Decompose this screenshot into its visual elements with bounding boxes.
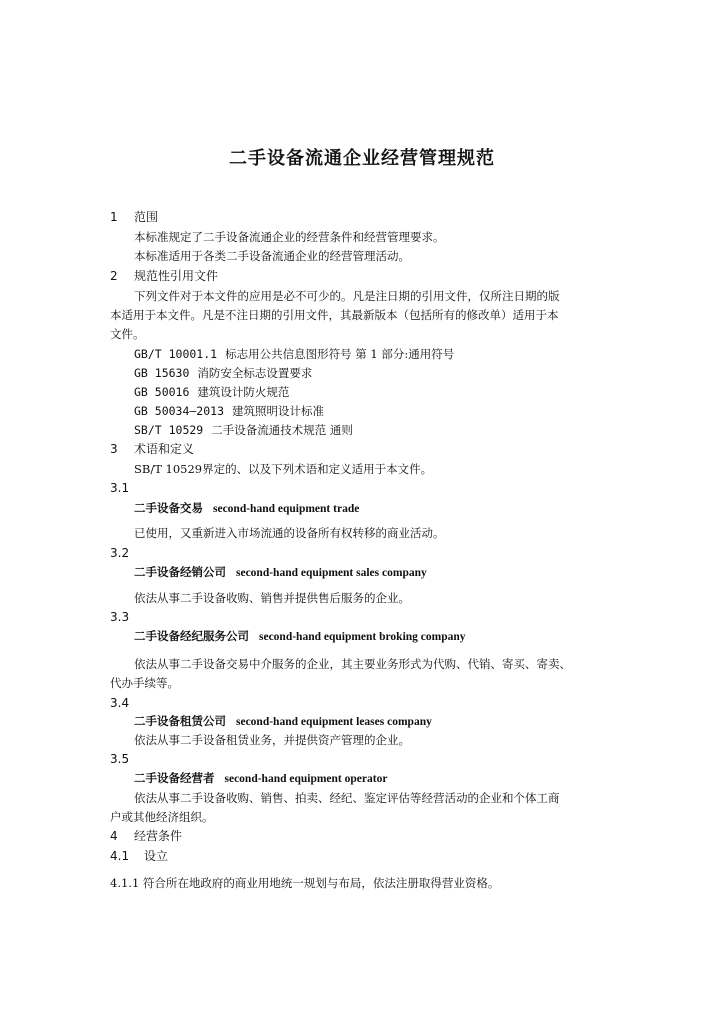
term-heading [134,770,387,787]
term-english: second-hand equipment trade [213,503,360,515]
subsection-number: 4.1 [110,849,130,863]
reference-code: GB/T 10001.1 [134,347,218,361]
term-chinese: 二手设备租赁公司 [134,714,226,728]
clause-item: 4.1.1 符合所在地政府的商业用地统一规划与布局，依法注册取得营业资格。 [110,876,500,890]
reference-title: 消防安全标志设置要求 [197,366,313,380]
reference-item [134,346,454,362]
section-title: 术语和定义 [134,442,195,456]
section-2-heading [110,268,218,284]
reference-item [134,422,353,438]
paragraph-line: 下列文件对于本文件的应用是必不可少的。凡是注日期的引用文件，仅所注日期的版 [134,289,560,303]
subsection-4-1-heading [110,848,168,864]
reference-code: SB/T 10529 [134,423,204,437]
section-3-heading [110,441,194,457]
section-4-heading [110,828,182,844]
term-heading [134,500,359,517]
term-definition: 依法从事二手设备收购、销售并提供售后服务的企业。 [134,591,410,605]
term-chinese: 二手设备经销公司 [134,565,226,579]
paragraph-line: 本适用于本文件。凡是不注日期的引用文件，其最新版本（包括所有的修改单）适用于本 [110,308,559,322]
reference-title: 标志用公共信息图形符号 第 1 部分:通用符号 [225,347,455,361]
section-title: 范围 [134,210,159,224]
term-definition: 已使用，又重新进入市场流通的设备所有权转移的商业活动。 [134,526,445,540]
term-number: 3.2 [110,546,130,560]
term-chinese: 二手设备经纪服务公司 [134,629,249,643]
reference-title: 建筑照明设计标准 [232,404,325,418]
subsection-title: 设立 [144,849,169,863]
section-title: 经营条件 [134,829,183,843]
term-number: 3.4 [110,696,130,710]
term-heading [134,713,432,730]
paragraph-line: 文件。 [110,327,145,341]
paragraph: SB/T 10529界定的、以及下列术语和定义适用于本文件。 [134,462,433,476]
document-title: 二手设备流通企业经营管理规范 [229,148,495,169]
reference-code: GB 15630 [134,366,190,380]
term-english: second-hand equipment broking company [259,631,466,643]
paragraph: 本标准规定了二手设备流通企业的经营条件和经营管理要求。 [134,230,445,244]
term-definition: 户或其他经济组织。 [110,810,214,824]
section-number: 2 [110,269,118,283]
term-number: 3.3 [110,610,130,624]
reference-item [134,384,289,400]
section-title: 规范性引用文件 [134,269,219,283]
reference-title: 二手设备流通技术规范 通则 [211,423,353,437]
term-definition: 依法从事二手设备收购、销售、拍卖、经纪、鉴定评估等经营活动的企业和个体工商 [134,791,560,805]
reference-code: GB 50034—2013 [134,404,225,418]
term-english: second-hand equipment sales company [236,567,427,579]
reference-code: GB 50016 [134,385,190,399]
term-heading [134,628,466,645]
term-chinese: 二手设备经营者 [134,771,215,785]
reference-title: 建筑设计防火规范 [197,385,290,399]
term-english: second-hand equipment leases company [236,716,432,728]
section-1-heading [110,209,158,225]
term-chinese: 二手设备交易 [134,501,203,515]
term-definition: 代办手续等。 [110,676,179,690]
term-number: 3.1 [110,481,130,495]
term-number: 3.5 [110,752,130,766]
paragraph: 本标准适用于各类二手设备流通企业的经营管理活动。 [134,249,410,263]
term-definition: 依法从事二手设备交易中介服务的企业，其主要业务形式为代购、代销、寄买、寄卖、 [134,657,571,671]
reference-item [134,365,312,381]
section-number: 3 [110,442,118,456]
reference-item [134,403,324,419]
section-number: 4 [110,829,118,843]
term-heading [134,564,427,581]
section-number: 1 [110,210,118,224]
term-english: second-hand equipment operator [224,773,388,785]
term-definition: 依法从事二手设备租赁业务，并提供资产管理的企业。 [134,733,410,747]
